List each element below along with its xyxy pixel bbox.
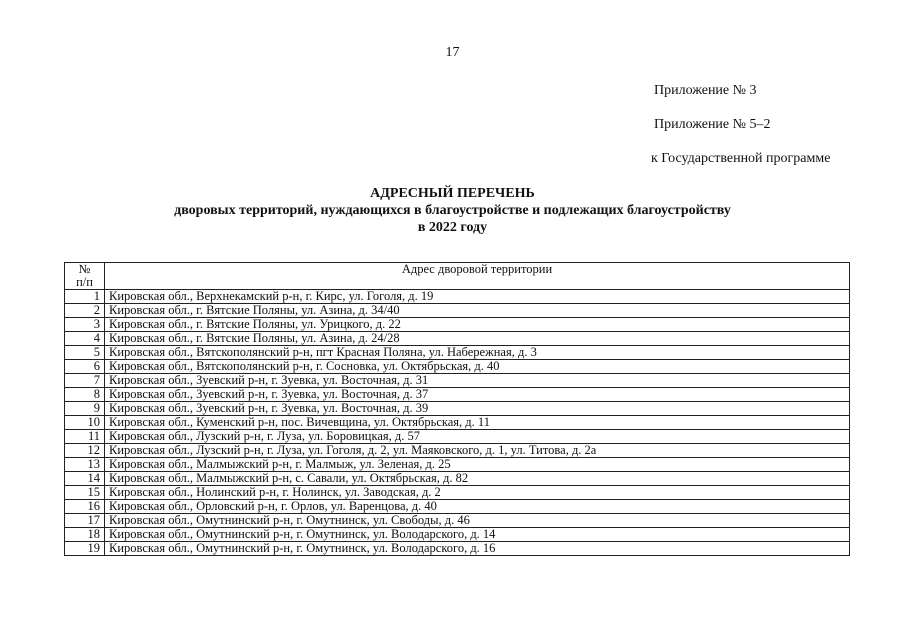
row-number: 6 (65, 360, 105, 374)
page-number: 17 (445, 45, 460, 60)
row-address: Кировская обл., Лузский р-н, г. Луза, ул. Гоголя, д. 2, ул. Маяковского, д. 1, ул. Титова, д. 2а (105, 444, 850, 458)
table-row (65, 542, 850, 556)
num-column-header (65, 263, 105, 290)
row-address: Кировская обл., Малмыжский р-н, с. Савали, ул. Октябрьская, д. 82 (105, 472, 850, 486)
table-row (65, 486, 850, 500)
row-address: Кировская обл., Зуевский р-н, г. Зуевка, ул. Восточная, д. 37 (105, 388, 850, 402)
row-number: 1 (65, 290, 105, 304)
row-number: 2 (65, 304, 105, 318)
table-row (65, 472, 850, 486)
row-number: 15 (65, 486, 105, 500)
table-row (65, 528, 850, 542)
table-row (65, 374, 850, 388)
row-number: 11 (65, 430, 105, 444)
row-address: Кировская обл., Малмыжский р-н, г. Малмыж, ул. Зеленая, д. 25 (105, 458, 850, 472)
table-row (65, 290, 850, 304)
title-line-2: дворовых территорий, нуждающихся в благоустройстве и подлежащих благоустройству (174, 203, 731, 218)
row-address: Кировская обл., Омутнинский р-н, г. Омутнинск, ул. Володарского, д. 14 (105, 528, 850, 542)
appendix-line-1: Приложение № 3 (654, 83, 757, 98)
table-row (65, 416, 850, 430)
row-number: 5 (65, 346, 105, 360)
table-row (65, 318, 850, 332)
table-row (65, 388, 850, 402)
table-row (65, 346, 850, 360)
row-address: Кировская обл., г. Вятские Поляны, ул. Урицкого, д. 22 (105, 318, 850, 332)
row-address: Кировская обл., Орловский р-н, г. Орлов, ул. Варенцова, д. 40 (105, 500, 850, 514)
table-row (65, 430, 850, 444)
table-row (65, 444, 850, 458)
num-header-abbrev: п/п (76, 275, 93, 289)
row-number: 7 (65, 374, 105, 388)
title-line-1: АДРЕСНЫЙ ПЕРЕЧЕНЬ (370, 186, 535, 201)
row-number: 9 (65, 402, 105, 416)
table-row (65, 360, 850, 374)
row-number: 16 (65, 500, 105, 514)
row-address: Кировская обл., Вятскополянский р-н, пгт Красная Поляна, ул. Набережная, д. 3 (105, 346, 850, 360)
document-title (0, 185, 905, 236)
appendix-line-2: Приложение № 5–2 (654, 117, 771, 132)
num-header-symbol: № (78, 262, 91, 276)
table-row (65, 304, 850, 318)
table-row (65, 458, 850, 472)
address-column-header: Адрес дворовой территории (105, 263, 850, 290)
appendix-line-3: к Государственной программе (651, 151, 831, 166)
row-address: Кировская обл., Лузский р-н, г. Луза, ул. Боровицкая, д. 57 (105, 430, 850, 444)
row-number: 10 (65, 416, 105, 430)
row-number: 14 (65, 472, 105, 486)
row-address: Кировская обл., Зуевский р-н, г. Зуевка, ул. Восточная, д. 31 (105, 374, 850, 388)
row-number: 8 (65, 388, 105, 402)
row-number: 19 (65, 542, 105, 556)
row-address: Кировская обл., Омутнинский р-н, г. Омутнинск, ул. Свободы, д. 46 (105, 514, 850, 528)
row-number: 18 (65, 528, 105, 542)
row-address: Кировская обл., г. Вятские Поляны, ул. Азина, д. 34/40 (105, 304, 850, 318)
table-header-row (65, 263, 850, 290)
row-number: 3 (65, 318, 105, 332)
row-number: 17 (65, 514, 105, 528)
address-table (64, 262, 850, 556)
row-address: Кировская обл., Вятскополянский р-н, г. Сосновка, ул. Октябрьская, д. 40 (105, 360, 850, 374)
row-address: Кировская обл., г. Вятские Поляны, ул. Азина, д. 24/28 (105, 332, 850, 346)
table-row (65, 402, 850, 416)
row-address: Кировская обл., Омутнинский р-н, г. Омутнинск, ул. Володарского, д. 16 (105, 542, 850, 556)
title-line-3: в 2022 году (417, 220, 488, 235)
row-number: 12 (65, 444, 105, 458)
row-address: Кировская обл., Зуевский р-н, г. Зуевка, ул. Восточная, д. 39 (105, 402, 850, 416)
row-number: 4 (65, 332, 105, 346)
row-number: 13 (65, 458, 105, 472)
row-address: Кировская обл., Верхнекамский р-н, г. Кирс, ул. Гоголя, д. 19 (105, 290, 850, 304)
table-row (65, 332, 850, 346)
row-address: Кировская обл., Нолинский р-н, г. Нолинск, ул. Заводская, д. 2 (105, 486, 850, 500)
row-address: Кировская обл., Куменский р-н, пос. Вичевщина, ул. Октябрьская, д. 11 (105, 416, 850, 430)
table-row (65, 500, 850, 514)
table-row (65, 514, 850, 528)
table-body (65, 290, 850, 556)
